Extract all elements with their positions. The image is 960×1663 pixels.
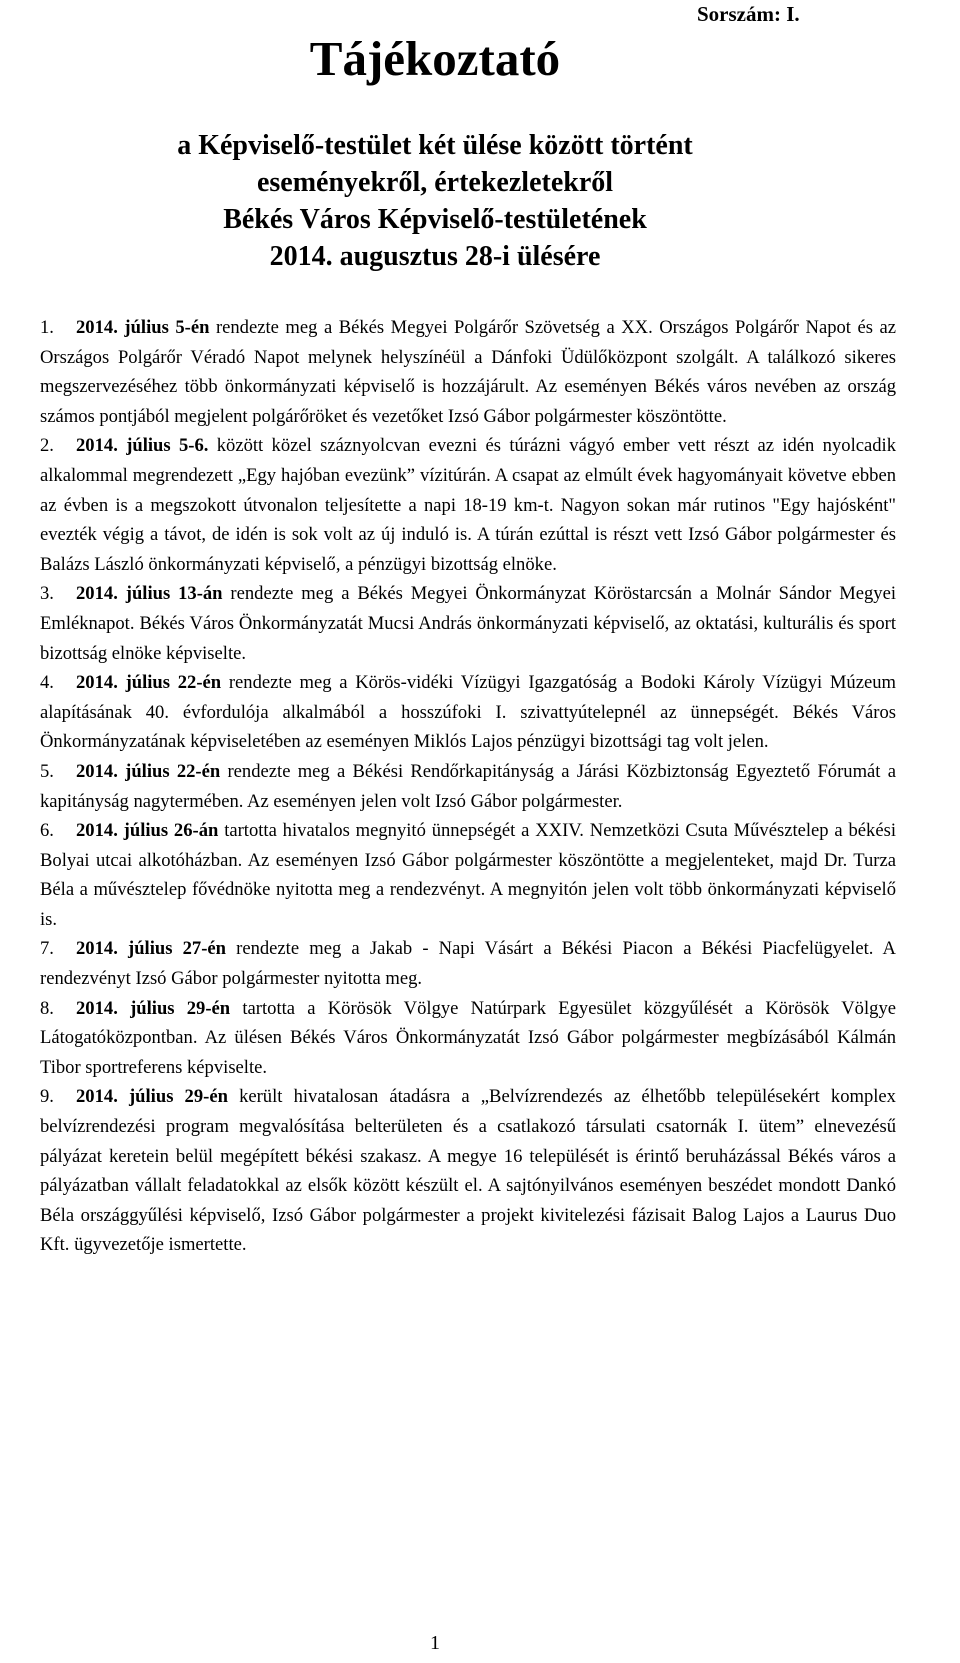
item-year: 2014.	[76, 435, 118, 457]
list-item	[38, 757, 896, 816]
subtitle-line: a Képviselő-testület két ülése között történt	[177, 130, 693, 161]
item-text: rendezte meg a Békés Megyei Polgárőr Szövetség a XX. Országos Polgárőr Napot és az Országos Polgárőr Véradó Napot melynek helyszínéül a Dánfoki Üdülőközpont szolgált. A találkozó sikeres megszervezéséhez több önkormányzati képviselő is hozzájárult. Az eseményen Békés város nevében az ország számos pontjából megjelent polgárőröket és vezetőket Izsó Gábor polgármester köszöntötte.	[40, 317, 896, 427]
item-text: rendezte meg a Békés Megyei Önkormányzat Köröstarcsán a Molnár Sándor Megyei Emléknapot. Békés Város Önkormányzatát Mucsi András önkormányzati képviselő, az oktatási, kulturális és sport bizottság elnöke képviselte.	[40, 583, 897, 664]
serial-number: Sorszám: I.	[697, 2, 800, 26]
list-item	[38, 934, 896, 993]
item-date: július 27-én	[128, 938, 226, 960]
item-number: 4.	[40, 672, 54, 694]
list-item	[38, 816, 896, 934]
item-number: 8.	[40, 997, 54, 1019]
list-item	[38, 668, 896, 757]
item-year: 2014.	[76, 938, 118, 960]
item-date: július 22-én	[125, 672, 222, 694]
subtitle-line: Békés Város Képviselő-testületének	[223, 204, 647, 235]
list-item	[38, 431, 896, 579]
subtitle-line: 2014. augusztus 28-i ülésére	[269, 241, 601, 272]
item-date: július 5-6.	[126, 435, 209, 457]
item-year: 2014.	[76, 820, 118, 842]
item-number: 2.	[40, 435, 54, 457]
item-number: 9.	[40, 1086, 54, 1108]
item-date: július 26-án	[123, 820, 219, 842]
item-year: 2014.	[76, 997, 118, 1019]
item-number: 7.	[40, 938, 54, 960]
list-item	[38, 994, 896, 1083]
item-date: július 29-én	[130, 997, 231, 1019]
item-text: tartotta a Körösök Völgye Natúrpark Egyesület közgyűlését a Körösök Völgye Látogatóközpontban. Az ülésen Békés Város Önkormányzatát Izsó Gábor polgármester megbízásából Kálmán Tibor sportreferens képviselte.	[40, 997, 896, 1078]
item-text: tartotta hivatalos megnyitó ünnepségét a XXIV. Nemzetközi Csuta Művésztelep a békési Bolyai utcai alkotóházban. Az eseményen Izsó Gábor polgármester köszöntötte a megjelenteket, majd Dr. Turza Béla a művésztelep fővédnöke nyitotta meg a rendezvényt. A megnyitón jelen volt több önkormányzati képviselő is.	[40, 820, 897, 930]
item-date: július 29-én	[128, 1086, 228, 1108]
subtitle	[0, 127, 870, 275]
item-year: 2014.	[76, 672, 118, 694]
item-year: 2014.	[76, 317, 118, 338]
page-title: Tájékoztató	[309, 31, 561, 86]
item-text: rendezte meg a Jakab - Napi Vásárt a Békési Piacon a Békési Piacfelügyelet. A rendezvényt Izsó Gábor polgármester nyitotta meg.	[40, 938, 896, 990]
item-date: július 22-én	[125, 760, 221, 782]
item-text: rendezte meg a Körös-vidéki Vízügyi Igazgatóság a Bodoki Károly Vízügyi Múzeum alapításának 40. évfordulója alkalmából a hosszúfoki I. szivattyútelepnél az ünnepségét. Békés Város Önkormányzatának képviseletében az eseményen Miklós Lajos pénzügyi bizottsági tag volt jelen.	[40, 672, 896, 753]
item-number: 5.	[40, 760, 54, 782]
item-text: között közel száznyolcvan evezni és túrázni vágyó ember vett részt az idén nyolcadik alkalommal megrendezett „Egy hajóban evezünk” vízitúrán. A csapat az elmúlt évek hagyományait követve ebben az évben is a megszokott útvonalon teljesítette a napi 18-19 km-t. Nagyon sokan már rutinos "Egy hajósként" evezték végig a távot, de idén is sok volt az új induló is. A túrán ezúttal is részt vett Izsó Gábor polgármester és Balázs László önkormányzati képviselő, a pénzügyi bizottság elnöke.	[40, 435, 896, 575]
item-year: 2014.	[76, 583, 118, 605]
list-item	[38, 1082, 896, 1260]
item-date: július 13-án	[125, 583, 223, 605]
event-list	[38, 313, 896, 1260]
item-text: rendezte meg a Békési Rendőrkapitányság a Járási Közbiztonság Egyeztető Fórumát a kapitányság nagytermében. Az eseményen jelen volt Izsó Gábor polgármester.	[40, 760, 896, 812]
item-number: 3.	[40, 583, 54, 605]
item-text: került hivatalosan átadásra a „Belvízrendezés az élhetőbb településekért komplex belvízrendezési program megvalósítása belterületen és a csatlakozó társulati csatornák I. ütem” elnevezésű pályázat keretein belül megépített békési szakasz. A megye 16 települését is érintő beruházással Békés város a pályázatban vállalt feladatokkal az elsők között készült el. A sajtónyilvános eseményen beszédet mondott Dankó Béla országgyűlési képviselő, Izsó Gábor polgármester a projekt kivitelezési fázisait Balog Lajos a Laurus Duo Kft. ügyvezetője ismertette.	[40, 1086, 896, 1256]
item-number: 1.	[40, 317, 54, 338]
item-year: 2014.	[76, 760, 118, 782]
item-year: 2014.	[76, 1086, 118, 1108]
subtitle-line: eseményekről, értekezletekről	[256, 167, 614, 198]
page-number: 1	[430, 1632, 440, 1654]
list-item	[38, 579, 896, 668]
item-date: július 5-én	[124, 317, 210, 338]
list-item	[38, 313, 896, 431]
item-number: 6.	[40, 820, 54, 842]
